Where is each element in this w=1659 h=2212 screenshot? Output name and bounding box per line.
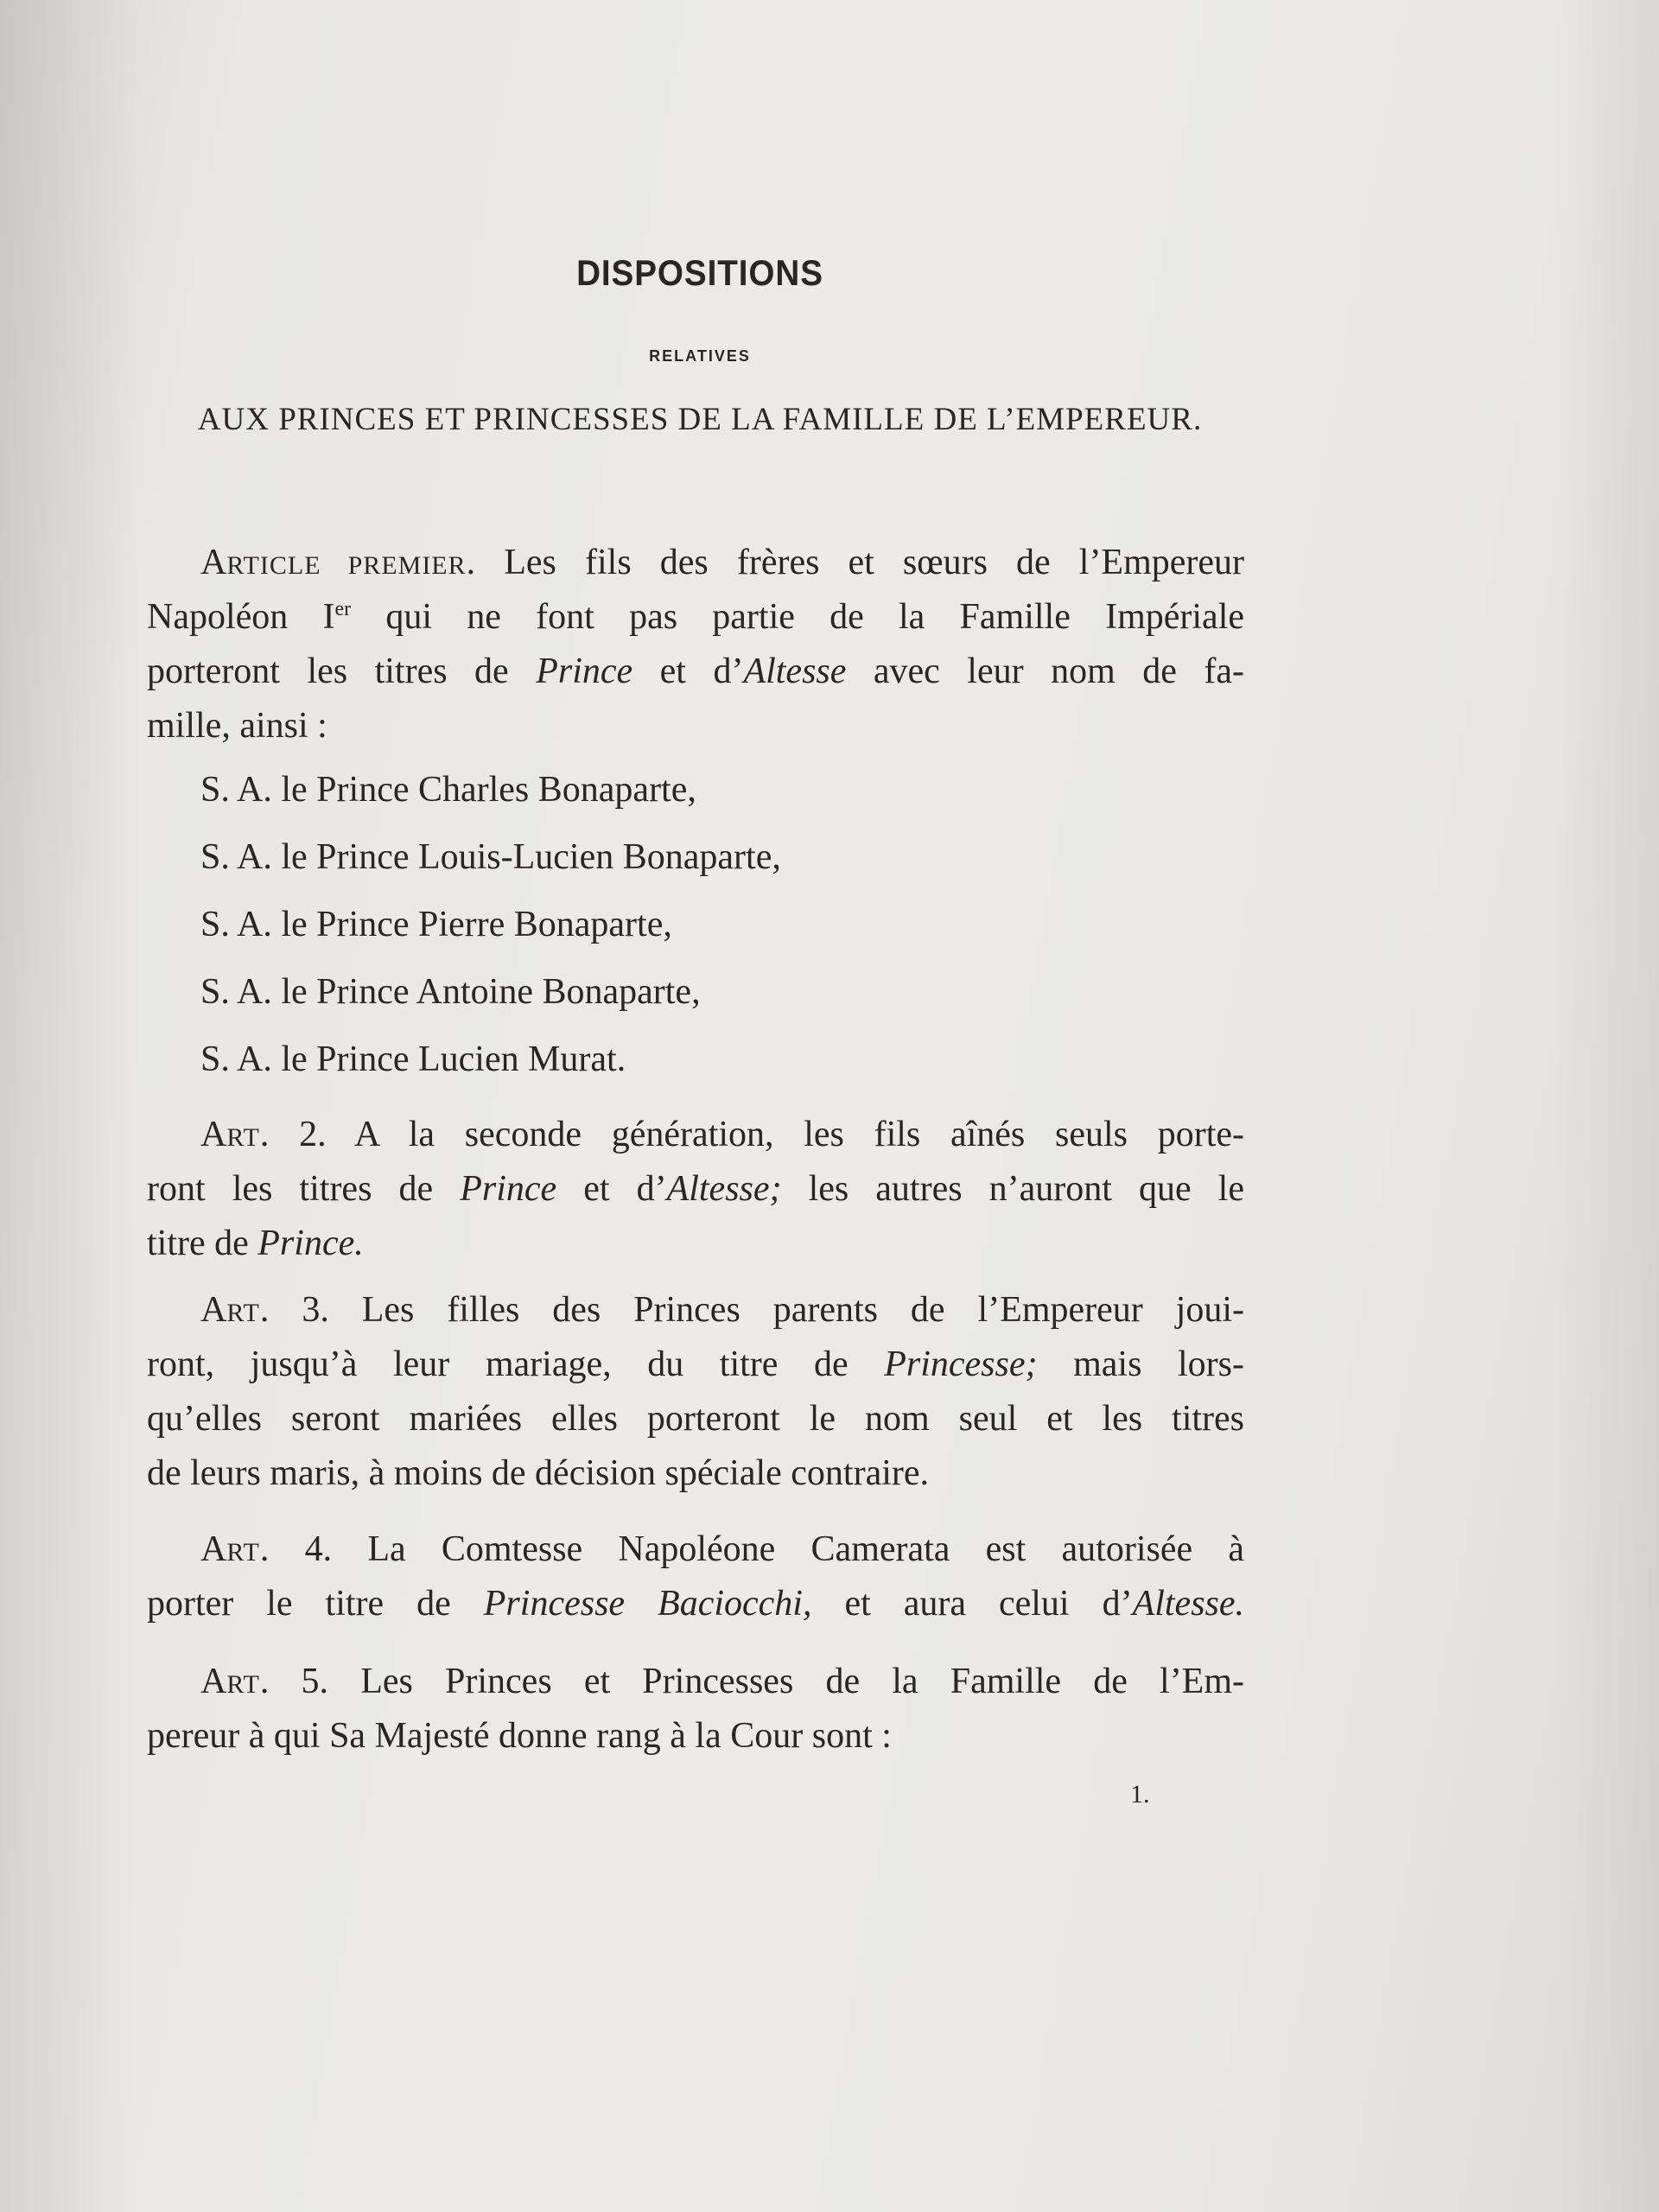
document-subtitle: RELATIVES: [649, 347, 751, 365]
article-2: [147, 1108, 1244, 1271]
prince-list-item: S. A. le Prince Charles Bonaparte,: [200, 770, 696, 810]
page-shadow-right: [1555, 0, 1659, 2212]
article-1: [147, 536, 1244, 753]
article-3-line-4: de leurs maris, à moins de décision spéciale contraire.: [147, 1453, 930, 1493]
article-2-line-3: titre de Prince.: [147, 1224, 364, 1263]
article-1-line-4: mille, ainsi :: [147, 706, 327, 746]
article-5-line-2: pereur à qui Sa Majesté donne rang à la Cour sont :: [147, 1716, 892, 1756]
prince-list-item: S. A. le Prince Pierre Bonaparte,: [200, 905, 672, 944]
document-title: DISPOSITIONS: [576, 252, 823, 293]
article-2-line-1: ART. 2. A la seconde génération, les fils aînés seuls porte-: [200, 1115, 1244, 1154]
document-heading: AUX PRINCES ET PRINCESSES DE LA FAMILLE DE L’EMPEREUR.: [197, 402, 1203, 437]
article-5: [147, 1655, 1244, 1764]
page-shadow-left: [0, 0, 138, 2212]
article-2-line-2: ront les titres de Prince et d’Altesse; les autres n’auront que le: [147, 1169, 1244, 1209]
article-4-line-1: ART. 4. La Comtesse Napoléone Camerata est autorisée à: [200, 1529, 1244, 1569]
prince-list-item: S. A. le Prince Louis-Lucien Bonaparte,: [200, 837, 781, 877]
prince-list-item: S. A. le Prince Antoine Bonaparte,: [200, 972, 701, 1012]
article-1-line-2: Napoléon Ier qui ne font pas partie de la Famille Impériale: [147, 597, 1245, 637]
article-4-line-2: porter le titre de Princesse Baciocchi, et aura celui d’Altesse.: [147, 1584, 1245, 1624]
article-3-line-2: ront, jusqu’à leur mariage, du titre de Princesse; mais lors-: [147, 1344, 1244, 1384]
page-number: 1.: [1130, 1780, 1150, 1808]
article-5-line-1: ART. 5. Les Princes et Princesses de la Famille de l’Em-: [200, 1662, 1244, 1701]
article-1-line-3: porteront les titres de Prince et d’Altesse avec leur nom de fa-: [147, 652, 1245, 691]
article-3-line-1: ART. 3. Les filles des Princes parents de l’Empereur joui-: [200, 1290, 1244, 1330]
article-1-line-1: ARTICLE PREMIER. Les fils des frères et sœurs de l’Empereur: [200, 543, 1245, 582]
article-3-line-3: qu’elles seront mariées elles porteront le nom seul et les titres: [147, 1399, 1244, 1439]
prince-list-item: S. A. le Prince Lucien Murat.: [200, 1039, 626, 1079]
article-4: [147, 1522, 1244, 1631]
article-3: [147, 1283, 1244, 1501]
